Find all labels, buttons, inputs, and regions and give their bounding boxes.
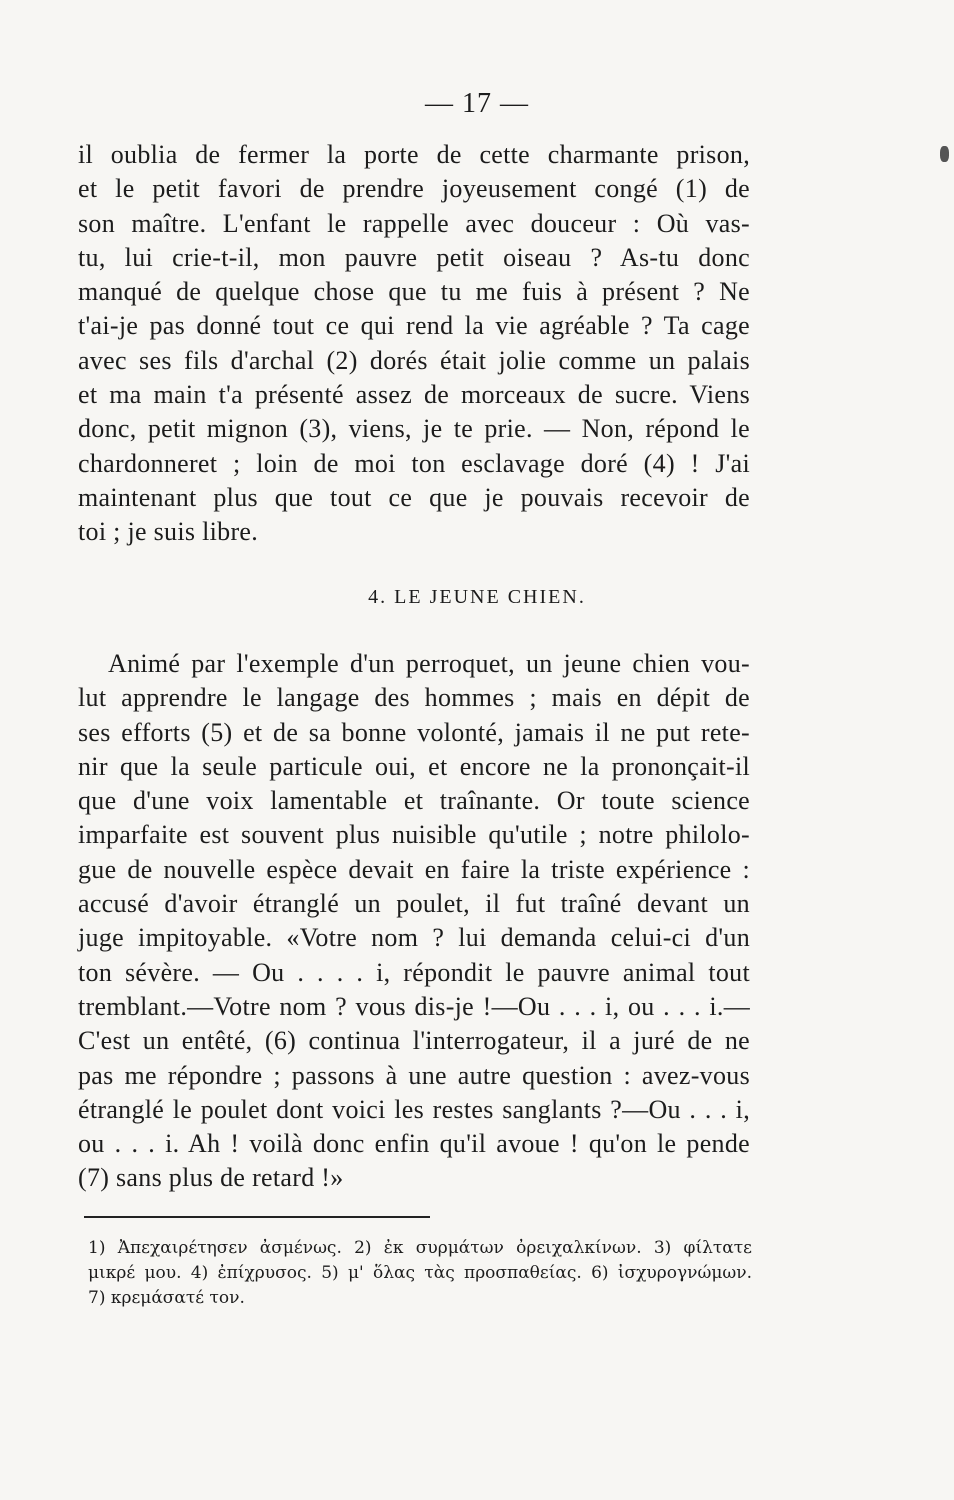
footnote-divider [84,1216,430,1218]
page-number: — 17 — [425,88,529,119]
paragraph-jeune-chien [78,647,750,1196]
text-line: lut apprendre le langage des hommes ; mais en dépit de [78,683,750,713]
paragraph-chardonneret [78,138,750,550]
ink-spot [940,146,949,162]
text-line: donc, petit mignon (3), viens, je te prie. — Non, répond le [78,414,750,444]
text-line: maintenant plus que tout ce que je pouvais recevoir de [78,482,750,512]
text-line: nir que la seule particule oui, et encore ne la prononçait-il [78,751,750,781]
text-line: tu, lui crie-t-il, mon pauvre petit oiseau ? As-tu donc [78,242,750,272]
text-line: t'ai-je pas donné tout ce qui rend la vie agréable ? Ta cage [78,311,750,341]
text-line: avec ses fils d'archal (2) dorés était jolie comme un palais [78,345,750,375]
text-line: son maître. L'enfant le rappelle avec douceur : Où vas- [78,208,750,238]
text-line: toi ; je suis libre. [78,517,259,547]
text-line: imparfaite est souvent plus nuisible qu'utile ; notre philolo- [78,820,750,850]
text-line: gue de nouvelle espèce devait en faire la triste expérience : [78,854,750,884]
text-line: étranglé le poulet dont voici les restes sanglants ?—Ou . . . i, [78,1094,750,1124]
text-line: et le petit favori de prendre joyeusement congé (1) de [78,174,750,204]
text-line: que d'une voix lamentable et traînante. Or toute science [78,786,750,816]
text-line: Animé par l'exemple d'un perroquet, un jeune chien vou- [108,649,750,678]
text-line: ton sévère. — Ou . . . . i, répondit le pauvre animal tout [78,957,750,987]
text-line: il oublia de fermer la porte de cette charmante prison, [78,140,750,169]
text-line: accusé d'avoir étranglé un poulet, il fut traîné devant un [78,889,750,919]
footnote-line: 7) κρεμάσατέ τον. [88,1288,245,1308]
text-line: chardonneret ; loin de moi ton esclavage doré (4) ! J'ai [78,448,750,478]
footnote-line: 1) Ἀπεχαιρέτησεν ἀσμένως. 2) ἐκ συρμάτων ὀρειχαλκίνων. 3) φίλτατε [88,1238,752,1258]
text-line: juge impitoyable. «Votre nom ? lui demanda celui-ci d'un [78,923,750,953]
section-heading: 4. LE JEUNE CHIEN. [368,586,586,608]
footnote-line: μικρέ μου. 4) ἐπίχρυσος. 5) μ' ὅλας τὰς προσπαθείας. 6) ἰσχυρογνώμων. [88,1263,752,1283]
text-line: C'est un entêté, (6) continua l'interrogateur, il a juré de ne [78,1026,750,1056]
text-line: (7) sans plus de retard !» [78,1163,344,1193]
text-line: ou . . . i. Ah ! voilà donc enfin qu'il avoue ! qu'on le pende [78,1129,750,1159]
text-line: pas me répondre ; passons à une autre question : avez-vous [78,1060,750,1090]
text-line: ses efforts (5) et de sa bonne volonté, jamais il ne put rete- [78,717,750,747]
text-line: tremblant.—Votre nom ? vous dis-je !—Ou . . . i, ou . . . i.— [78,991,750,1021]
text-line: manqué de quelque chose que tu me fuis à présent ? Ne [78,277,750,307]
text-line: et ma main t'a présenté assez de morceaux de sucre. Viens [78,380,750,410]
footnotes [88,1236,752,1311]
